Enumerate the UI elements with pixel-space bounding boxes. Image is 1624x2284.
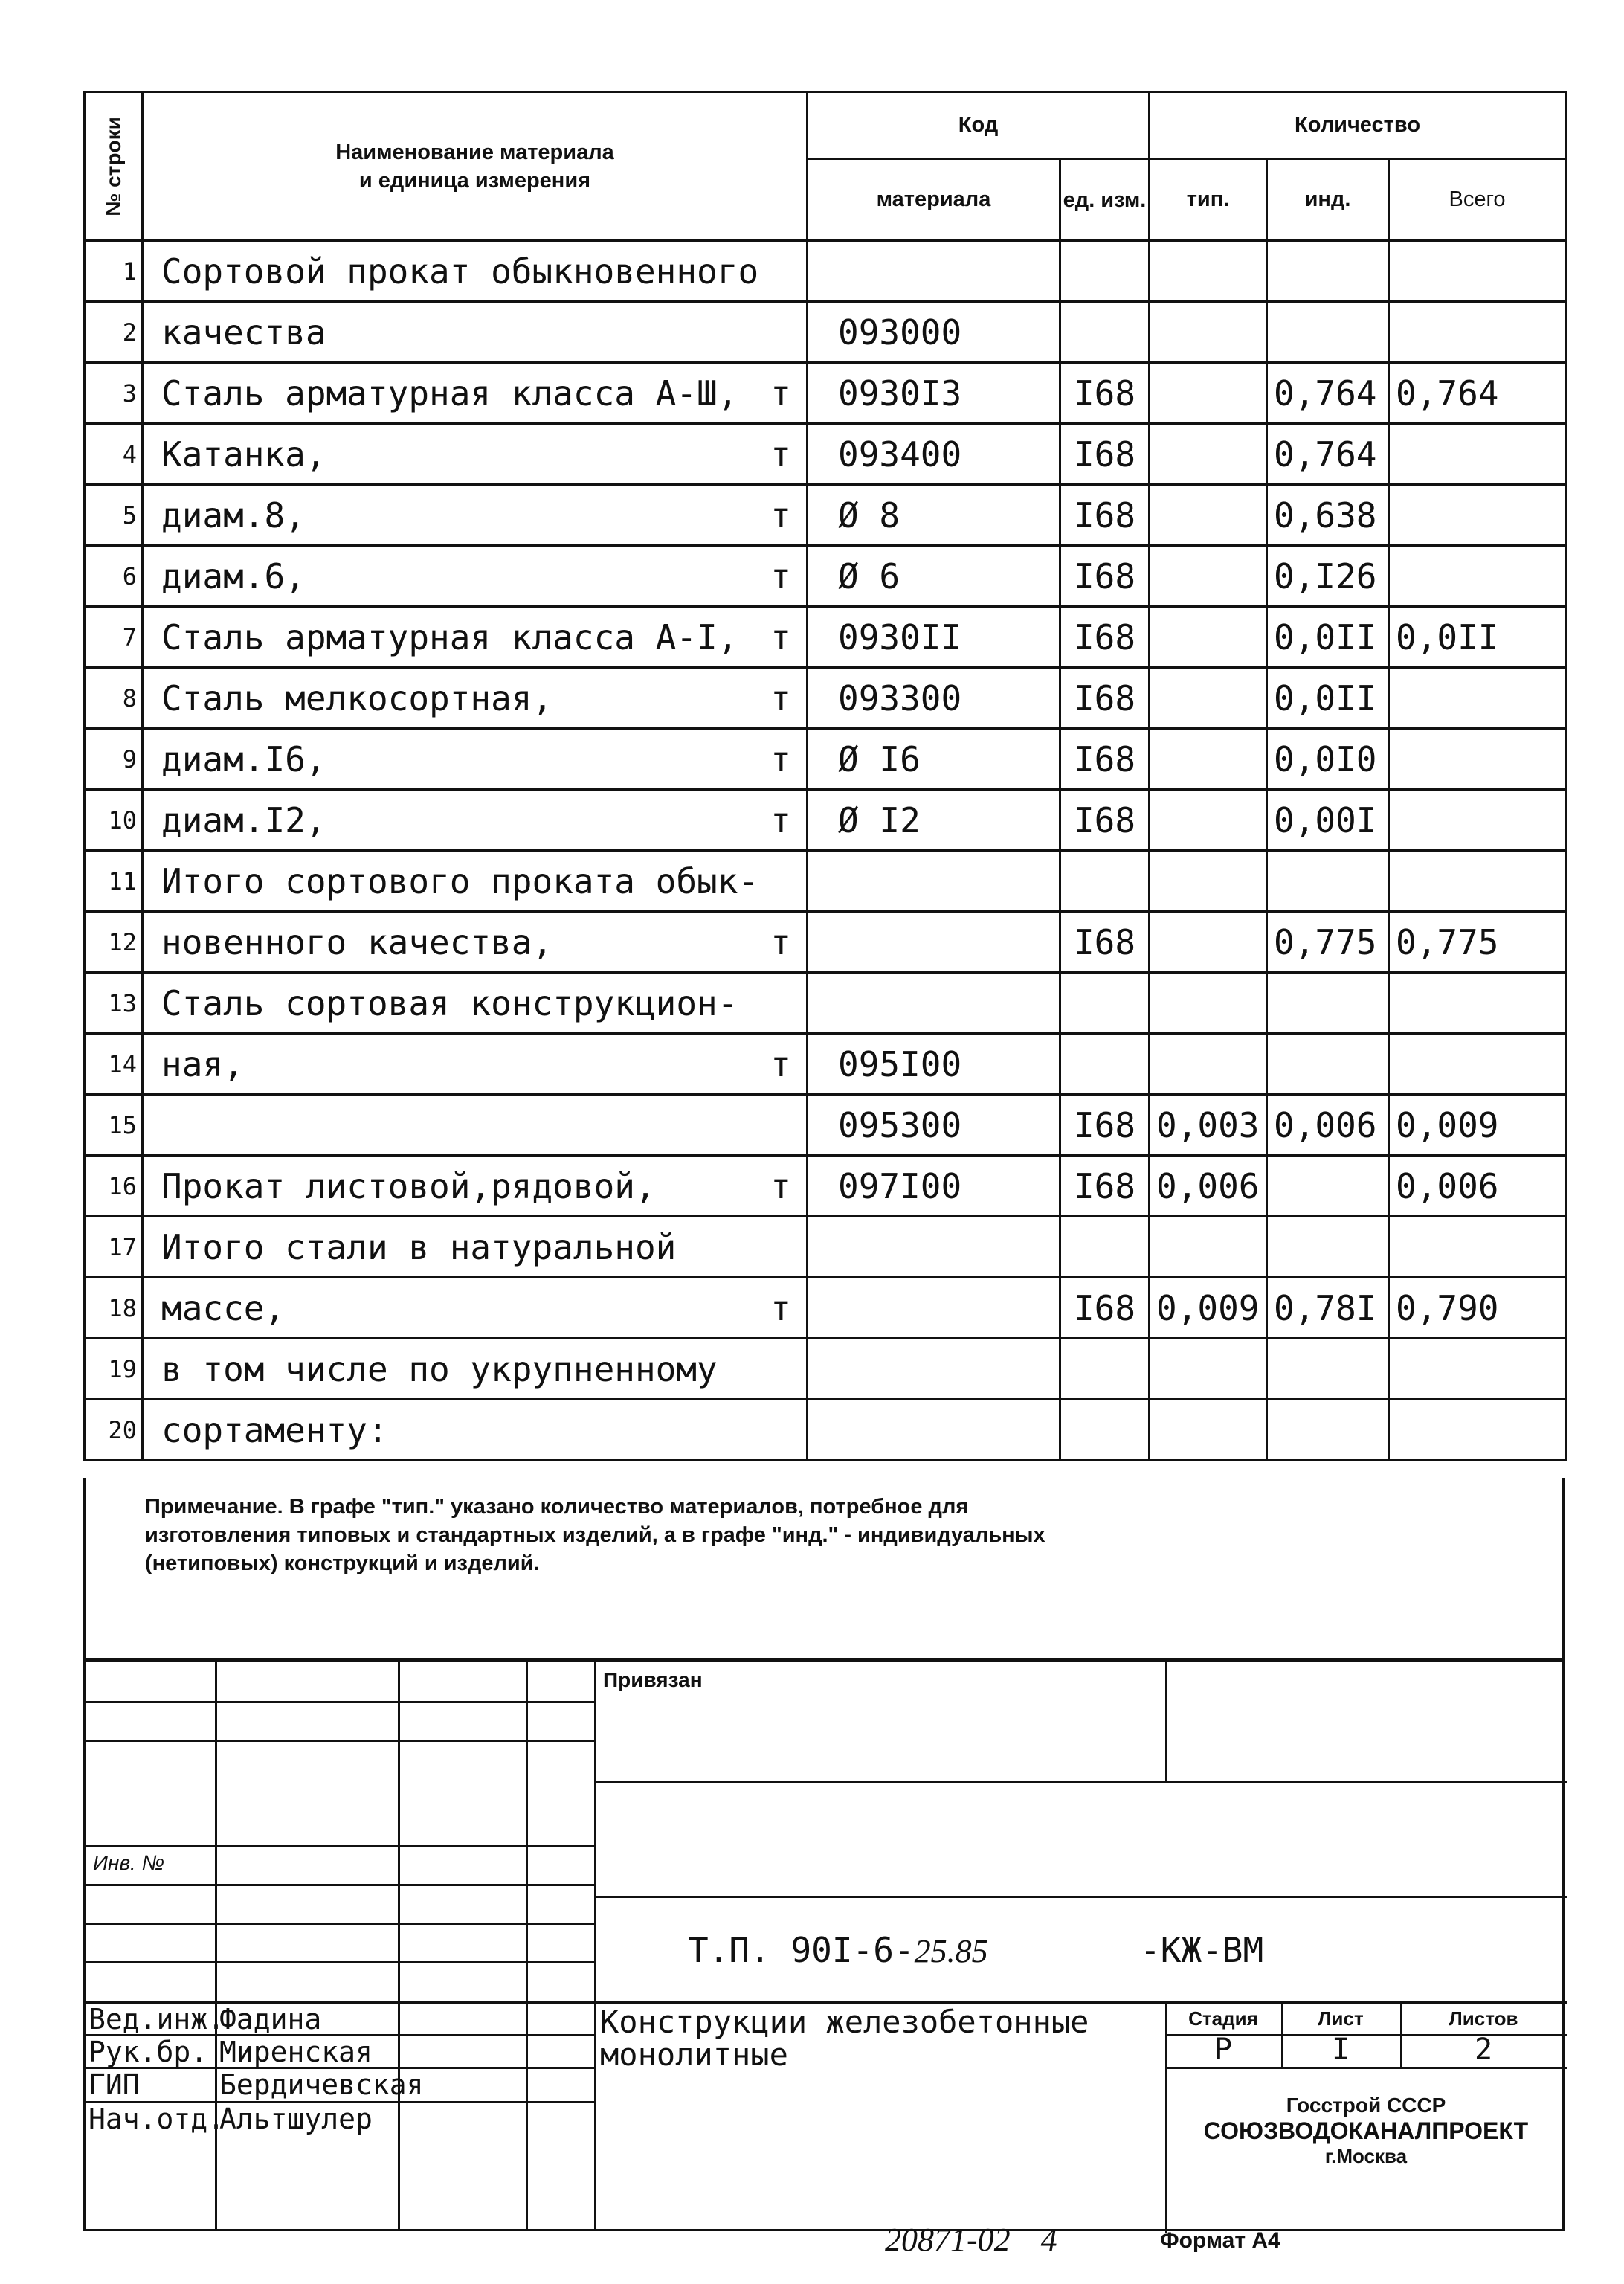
- title-block: [83, 1660, 1565, 2231]
- qty-total: [1389, 1339, 1566, 1400]
- qty-total: [1389, 302, 1566, 363]
- table-row: [85, 1339, 1566, 1400]
- archive-number-value: 20871-02: [885, 2222, 1011, 2258]
- material-name-text: Сталь арматурная класса А-I,: [161, 617, 738, 657]
- material-unit: т: [770, 556, 791, 596]
- qty-ind: [1267, 1156, 1389, 1217]
- material-code: Ø I2: [808, 790, 1060, 851]
- material-name-text: в том числе по укрупненному: [161, 1348, 718, 1389]
- header-quantity: Количество: [1150, 92, 1566, 159]
- qty-typ: [1150, 1400, 1267, 1461]
- sheet-label: Лист: [1318, 2007, 1364, 2030]
- qty-ind: [1267, 1034, 1389, 1095]
- table-row: [85, 424, 1566, 485]
- qty-typ: [1150, 607, 1267, 668]
- organization: [1165, 2094, 1567, 2168]
- material-name-text: Прокат листовой,рядовой,: [161, 1165, 656, 1206]
- header-qty-total: Всего: [1389, 159, 1566, 241]
- qty-typ: [1150, 1339, 1267, 1400]
- qty-total: [1389, 546, 1566, 607]
- unit-code: [1060, 241, 1150, 302]
- signer-name: Фадина: [219, 2003, 322, 2036]
- qty-typ: [1150, 241, 1267, 302]
- material-name-text: Итого стали в натуральной: [161, 1226, 677, 1267]
- material-name-text: новенного качества,: [161, 921, 553, 962]
- qty-typ: [1150, 668, 1267, 729]
- qty-total: [1389, 1400, 1566, 1461]
- material-code: 0930II: [808, 607, 1060, 668]
- table-row: [85, 1400, 1566, 1461]
- row-number: 15: [85, 1095, 143, 1156]
- unit-code: I68: [1060, 1278, 1150, 1339]
- qty-ind: 0,0I0: [1267, 729, 1389, 790]
- material-name-text: сортаменту:: [161, 1409, 388, 1450]
- qty-total: 0,775: [1389, 912, 1566, 973]
- org-city: г.Москва: [1324, 2145, 1408, 2167]
- material-name: [143, 973, 808, 1034]
- unit-code: [1060, 302, 1150, 363]
- signer-role: Вед.инж.: [88, 2003, 225, 2036]
- document-code-handwritten: 25.85: [914, 1933, 988, 1969]
- qty-typ: [1150, 851, 1267, 912]
- unit-code: I68: [1060, 790, 1150, 851]
- row-number: 20: [85, 1400, 143, 1461]
- table-row: [85, 485, 1566, 546]
- table-row: [85, 1278, 1566, 1339]
- row-number: 9: [85, 729, 143, 790]
- qty-ind: 0,00I: [1267, 790, 1389, 851]
- row-number: 16: [85, 1156, 143, 1217]
- bound-label: Привязан: [603, 1668, 703, 1691]
- table-row: [85, 668, 1566, 729]
- unit-code: I68: [1060, 424, 1150, 485]
- org-name: СОЮЗВОДОКАНАЛПРОЕКТ: [1203, 2117, 1529, 2144]
- material-name: [143, 1095, 808, 1156]
- material-code: Ø 8: [808, 485, 1060, 546]
- qty-typ: [1150, 1034, 1267, 1095]
- qty-total: [1389, 424, 1566, 485]
- qty-ind: [1267, 1217, 1389, 1278]
- qty-total: [1389, 851, 1566, 912]
- qty-typ: 0,003: [1150, 1095, 1267, 1156]
- sheet-value: I: [1331, 2033, 1350, 2067]
- table-row: [85, 851, 1566, 912]
- material-code: [808, 1217, 1060, 1278]
- qty-ind: [1267, 1400, 1389, 1461]
- material-unit: т: [770, 434, 791, 475]
- note-text: Примечание. В графе "тип." указано количество материалов, потребное для изготовления типовых и стандартных изделий, а в графе "инд." - индивидуальных (нетиповых) конструкций и изделий.: [145, 1495, 1045, 1575]
- qty-ind: 0,764: [1267, 424, 1389, 485]
- qty-total: [1389, 790, 1566, 851]
- row-number: 17: [85, 1217, 143, 1278]
- material-code: [808, 1400, 1060, 1461]
- material-name: [143, 790, 808, 851]
- material-unit: т: [770, 373, 791, 414]
- qty-total: [1389, 668, 1566, 729]
- material-name: [143, 546, 808, 607]
- material-name-text: Итого сортового проката обык-: [161, 860, 759, 901]
- material-name-text: диам.I6,: [161, 739, 326, 779]
- row-number: 13: [85, 973, 143, 1034]
- table-row: [85, 1095, 1566, 1156]
- document-suffix: -КЖ-ВМ: [1140, 1930, 1264, 1970]
- material-name: [143, 668, 808, 729]
- qty-ind: [1267, 241, 1389, 302]
- unit-code: I68: [1060, 1156, 1150, 1217]
- material-code: 095300: [808, 1095, 1060, 1156]
- inventory-label: Инв. №: [93, 1851, 164, 1874]
- material-unit: т: [770, 739, 791, 779]
- qty-ind: 0,0II: [1267, 668, 1389, 729]
- sheets-label: Листов: [1449, 2007, 1518, 2030]
- unit-code: [1060, 1217, 1150, 1278]
- unit-code: I68: [1060, 1095, 1150, 1156]
- material-name: [143, 851, 808, 912]
- row-number: 1: [85, 241, 143, 302]
- row-number: 8: [85, 668, 143, 729]
- unit-code: I68: [1060, 363, 1150, 424]
- material-code: 097I00: [808, 1156, 1060, 1217]
- material-unit: т: [770, 921, 791, 962]
- row-number: 6: [85, 546, 143, 607]
- material-code: Ø 6: [808, 546, 1060, 607]
- signer-name: Бердичевская: [219, 2068, 424, 2101]
- material-name: [143, 607, 808, 668]
- material-name: [143, 1400, 808, 1461]
- material-code: [808, 1339, 1060, 1400]
- material-name-text: ная,: [161, 1043, 244, 1084]
- material-unit: т: [770, 617, 791, 657]
- qty-ind: [1267, 302, 1389, 363]
- table-row: [85, 302, 1566, 363]
- material-unit: т: [770, 495, 791, 535]
- qty-ind: 0,78I: [1267, 1278, 1389, 1339]
- qty-typ: [1150, 729, 1267, 790]
- table-row: [85, 1156, 1566, 1217]
- material-name: [143, 912, 808, 973]
- unit-code: I68: [1060, 607, 1150, 668]
- header-material-name: Наименование материала и единица измерения: [143, 92, 808, 241]
- qty-typ: [1150, 485, 1267, 546]
- table-row: [85, 729, 1566, 790]
- material-name: [143, 729, 808, 790]
- org-ministry: Госстрой СССР: [1286, 2094, 1446, 2117]
- material-name-text: Сталь арматурная класса А-Ш,: [161, 373, 738, 414]
- material-code: 095I00: [808, 1034, 1060, 1095]
- unit-code: I68: [1060, 546, 1150, 607]
- material-name-text: диам.8,: [161, 495, 306, 535]
- qty-total: 0,764: [1389, 363, 1566, 424]
- table-row: [85, 1034, 1566, 1095]
- material-code: [808, 241, 1060, 302]
- material-name: [143, 1034, 808, 1095]
- unit-code: [1060, 973, 1150, 1034]
- qty-ind: 0,0II: [1267, 607, 1389, 668]
- material-unit: т: [770, 1165, 791, 1206]
- qty-ind: 0,I26: [1267, 546, 1389, 607]
- header-qty-typ: тип.: [1150, 159, 1267, 241]
- material-name-text: диам.I2,: [161, 800, 326, 840]
- qty-total: 0,006: [1389, 1156, 1566, 1217]
- qty-typ: [1150, 790, 1267, 851]
- unit-code: [1060, 1400, 1150, 1461]
- material-code: 0930I3: [808, 363, 1060, 424]
- qty-total: [1389, 1034, 1566, 1095]
- format-label: Формат А4: [1160, 2228, 1280, 2253]
- material-name-text: Сортовой прокат обыкновенного: [161, 251, 759, 292]
- qty-total: 0,0II: [1389, 607, 1566, 668]
- material-unit: т: [770, 1043, 791, 1084]
- material-name-text: Катанка,: [161, 434, 326, 475]
- unit-code: [1060, 851, 1150, 912]
- qty-typ: [1150, 363, 1267, 424]
- material-code: Ø I6: [808, 729, 1060, 790]
- row-number: 14: [85, 1034, 143, 1095]
- signer-name: Альтшулер: [219, 2103, 373, 2135]
- unit-code: [1060, 1034, 1150, 1095]
- note: [83, 1478, 1565, 1660]
- qty-ind: 0,775: [1267, 912, 1389, 973]
- material-name-text: массе,: [161, 1287, 286, 1328]
- unit-code: I68: [1060, 912, 1150, 973]
- qty-total: [1389, 729, 1566, 790]
- page-number: 4: [1040, 2222, 1057, 2258]
- unit-code: I68: [1060, 485, 1150, 546]
- document-code: [688, 1930, 988, 1970]
- row-number: 2: [85, 302, 143, 363]
- qty-typ: [1150, 912, 1267, 973]
- qty-total: 0,790: [1389, 1278, 1566, 1339]
- signer-name: Миренская: [219, 2036, 373, 2068]
- table-row: [85, 363, 1566, 424]
- qty-total: [1389, 485, 1566, 546]
- qty-total: 0,009: [1389, 1095, 1566, 1156]
- header-qty-ind: инд.: [1267, 159, 1389, 241]
- specification-sheet: [83, 91, 1565, 2230]
- signer-role: Нач.отд.: [88, 2103, 225, 2135]
- qty-ind: [1267, 973, 1389, 1034]
- material-code: [808, 973, 1060, 1034]
- row-number: 4: [85, 424, 143, 485]
- table-row: [85, 912, 1566, 973]
- material-name: [143, 424, 808, 485]
- table-row: [85, 1217, 1566, 1278]
- stage-label: Стадия: [1188, 2007, 1258, 2030]
- material-name-text: Сталь мелкосортная,: [161, 678, 553, 718]
- row-number: 5: [85, 485, 143, 546]
- row-number: 18: [85, 1278, 143, 1339]
- material-code: [808, 851, 1060, 912]
- qty-total: [1389, 241, 1566, 302]
- material-name-text: диам.6,: [161, 556, 306, 596]
- qty-typ: 0,009: [1150, 1278, 1267, 1339]
- row-number: 12: [85, 912, 143, 973]
- qty-ind: 0,006: [1267, 1095, 1389, 1156]
- row-number: 7: [85, 607, 143, 668]
- qty-ind: 0,764: [1267, 363, 1389, 424]
- material-name-text: качества: [161, 312, 326, 353]
- table-row: [85, 607, 1566, 668]
- header-code-unit: ед. изм.: [1060, 159, 1150, 241]
- material-table: [83, 91, 1567, 1461]
- material-name-text: Сталь сортовая конструкцион-: [161, 982, 738, 1023]
- material-code: 093300: [808, 668, 1060, 729]
- row-number: 11: [85, 851, 143, 912]
- material-name: [143, 302, 808, 363]
- qty-typ: [1150, 302, 1267, 363]
- material-unit: т: [770, 800, 791, 840]
- material-name: [143, 1156, 808, 1217]
- header-row-number: № строки: [85, 92, 143, 241]
- material-name: [143, 1278, 808, 1339]
- unit-code: [1060, 1339, 1150, 1400]
- sheets-value: 2: [1474, 2033, 1493, 2067]
- header-code: Код: [808, 92, 1150, 159]
- material-code: [808, 912, 1060, 973]
- row-number: 19: [85, 1339, 143, 1400]
- archive-number: [885, 2221, 1057, 2259]
- material-code: 093400: [808, 424, 1060, 485]
- material-name: [143, 1217, 808, 1278]
- unit-code: I68: [1060, 729, 1150, 790]
- material-name: [143, 485, 808, 546]
- unit-code: I68: [1060, 668, 1150, 729]
- material-name: [143, 1339, 808, 1400]
- table-row: [85, 241, 1566, 302]
- qty-ind: [1267, 851, 1389, 912]
- qty-ind: [1267, 1339, 1389, 1400]
- row-number: 3: [85, 363, 143, 424]
- qty-typ: [1150, 546, 1267, 607]
- qty-typ: [1150, 973, 1267, 1034]
- material-unit: т: [770, 678, 791, 718]
- table-row: [85, 973, 1566, 1034]
- material-name: [143, 241, 808, 302]
- qty-typ: [1150, 1217, 1267, 1278]
- material-code: 093000: [808, 302, 1060, 363]
- material-code: [808, 1278, 1060, 1339]
- qty-total: [1389, 973, 1566, 1034]
- document-code-printed: Т.П. 90I-6-: [688, 1930, 915, 1970]
- qty-ind: 0,638: [1267, 485, 1389, 546]
- table-row: [85, 546, 1566, 607]
- document-title: Конструкции железобетонные монолитные: [600, 2004, 1089, 2073]
- signer-role: Рук.бр.: [88, 2036, 208, 2068]
- material-name: [143, 363, 808, 424]
- qty-typ: [1150, 424, 1267, 485]
- qty-typ: 0,006: [1150, 1156, 1267, 1217]
- material-unit: т: [770, 1287, 791, 1328]
- stage-value: Р: [1214, 2033, 1233, 2067]
- table-row: [85, 790, 1566, 851]
- row-number: 10: [85, 790, 143, 851]
- header-code-material: материала: [808, 159, 1060, 241]
- signer-role: ГИП: [88, 2068, 140, 2101]
- qty-total: [1389, 1217, 1566, 1278]
